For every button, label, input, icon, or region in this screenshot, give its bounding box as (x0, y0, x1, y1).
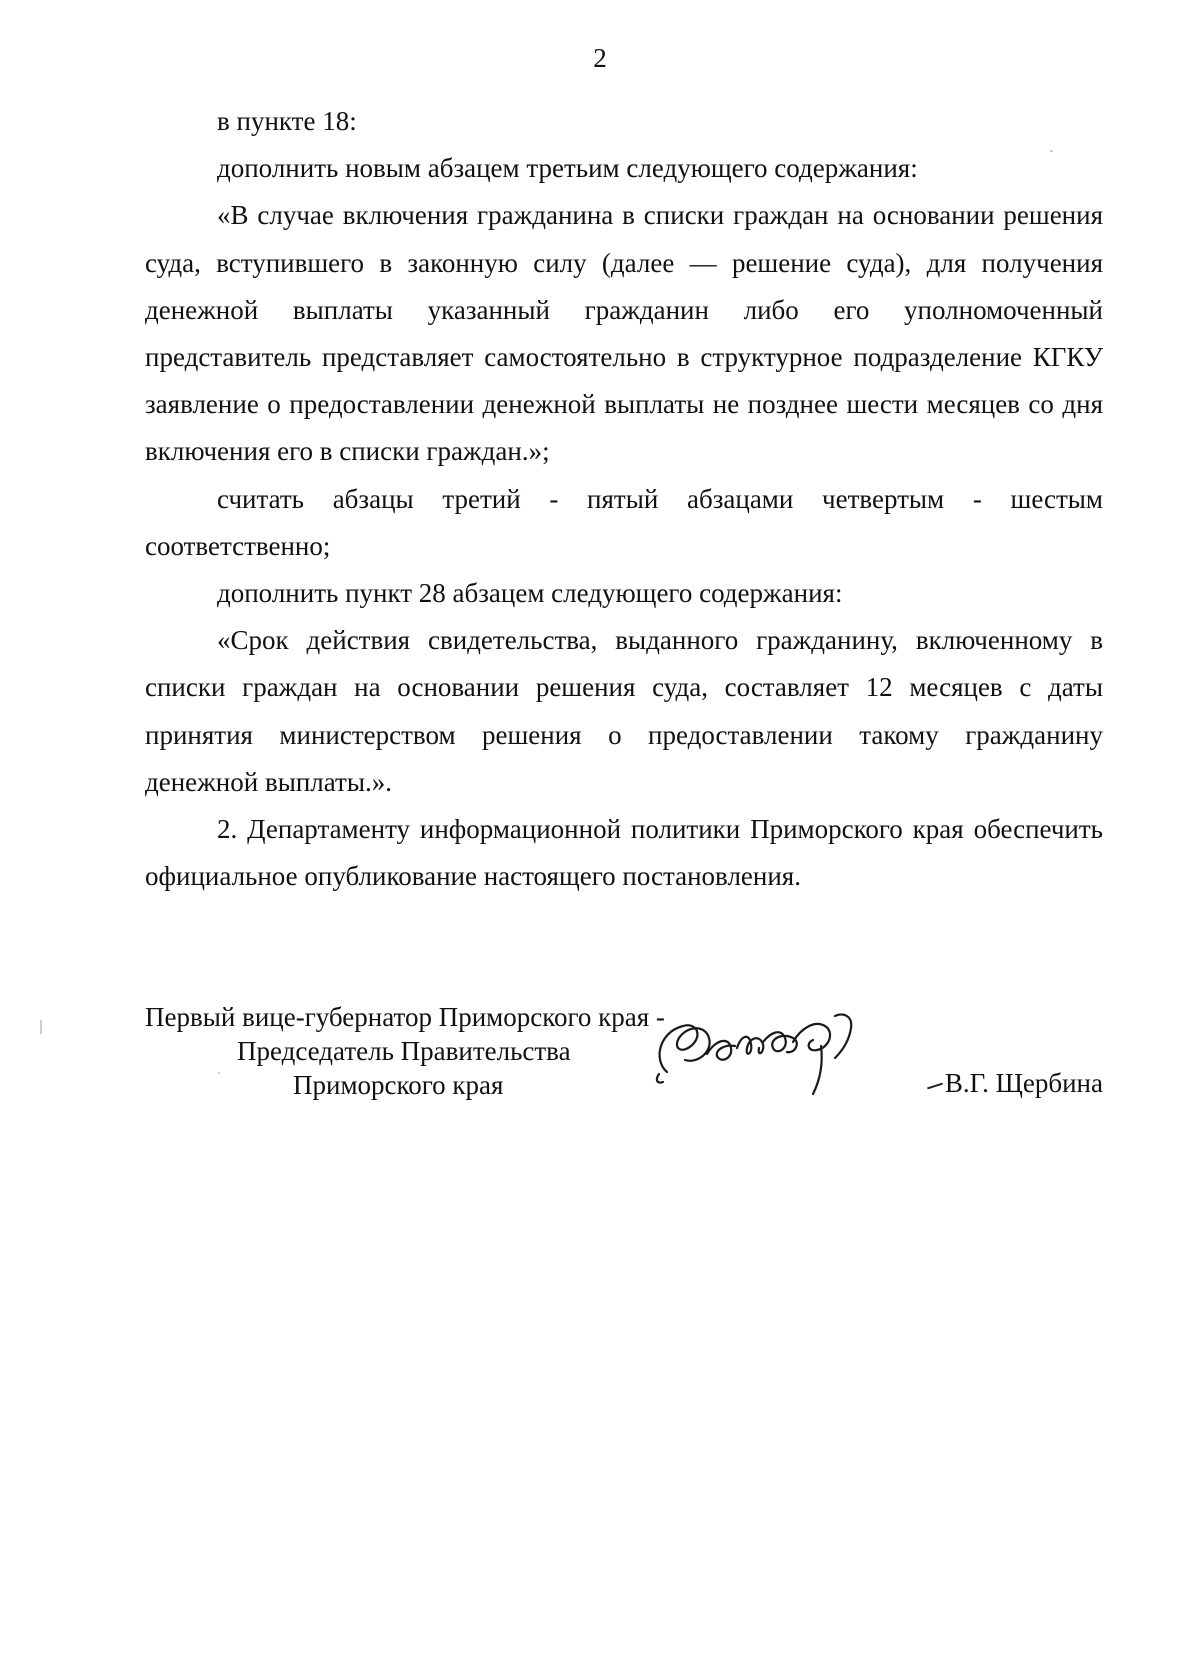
signature-stroke-8 (657, 1074, 663, 1083)
signature-block (145, 1000, 1103, 1140)
signature-stroke-2 (707, 1041, 735, 1060)
scan-artifact (1050, 150, 1053, 152)
scan-artifact (218, 1072, 220, 1074)
signer-title-line-2: Председатель Правительства (237, 1036, 571, 1066)
signature-stroke-7 (835, 1015, 851, 1059)
signer-name: В.Г. Щербина (944, 1068, 1103, 1098)
paragraph-2: дополнить новым абзацем третьим следующего содержания: (217, 153, 918, 184)
signature-stroke-6 (813, 1046, 822, 1094)
signer-title-line-3: Приморского края (293, 1070, 504, 1100)
paragraph-6: «Срок действия свидетельства, выданного гражданину, включенному в списки граждан на основании решения суда, составляет 12 месяцев с даты принятия министерством решения о предоставлении такому гражданину денежной выплаты.». (145, 625, 1103, 797)
paragraph-1: в пункте 18: (217, 106, 357, 136)
paragraph-7: 2. Департаменту информационной политики Приморского края обеспечить официальное опубликование настоящего постановления. (145, 814, 1103, 892)
paragraph-4: считать абзацы третий - пятый абзацами четвертым - шестым соответственно; (145, 483, 1103, 561)
signer-name-container (927, 1066, 1103, 1100)
signature-stroke-1 (660, 1025, 710, 1072)
signature-stroke-3 (737, 1037, 763, 1054)
signature-stroke-5 (793, 1024, 830, 1050)
document-body (145, 98, 1103, 900)
paragraph-5: дополнить пункт 28 абзацем следующего содержания: (217, 578, 843, 609)
handwritten-signature (645, 1002, 895, 1122)
scan-artifact (40, 1020, 42, 1034)
signature-stroke-4 (763, 1032, 797, 1052)
signer-title-line-1: Первый вице-губернатор Приморского края - (145, 1002, 665, 1032)
page-number: 2 (593, 43, 607, 73)
paragraph-3: «В случае включения гражданина в списки граждан на основании решения суда, вступившего в законную силу (далее — решение суда), для получения денежной выплаты указанный гражданин либо его уполномоченный представитель представляет самостоятельно в структурное подразделение КГКУ заявление о предоставлении денежной выплаты не позднее шести месяцев со дня включения его в списки граждан.»; (145, 200, 1103, 467)
signature-dash-icon (927, 1082, 943, 1089)
